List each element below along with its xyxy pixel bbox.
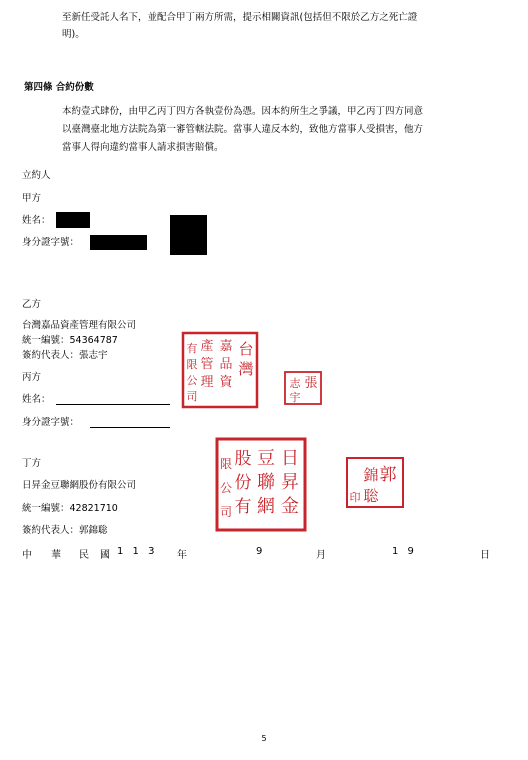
svg-text:金: 金 [281,496,299,517]
svg-text:股: 股 [234,449,252,469]
svg-text:資: 資 [219,375,233,390]
svg-text:產: 產 [200,339,214,354]
svg-text:張: 張 [304,376,318,391]
date-char: 國 [100,550,110,561]
party-d-title: 丁方 [22,458,42,469]
svg-text:份: 份 [234,473,252,493]
svg-text:司: 司 [219,505,233,519]
paragraph-line: 本約壹式肆份，由甲乙丙丁四方各執壹份為憑。因本約所生之爭議，甲乙丙丁四方同意 [62,106,424,117]
svg-text:宇: 宇 [289,391,301,404]
redacted-seal [170,215,207,255]
paragraph-line: 明)。 [62,29,85,40]
article-heading: 第四條 合約份數 [24,82,94,93]
date-year-unit: 年 [177,550,187,561]
svg-text:管: 管 [200,357,214,372]
svg-text:昇: 昇 [281,472,299,493]
date-year: 1 1 3 [117,546,158,557]
paragraph-line: 當事人得向違約當事人請求損害賠償。 [62,142,224,153]
party-c-name-label: 姓名： [22,394,51,405]
svg-text:豆: 豆 [257,448,275,469]
redacted-id [90,235,147,250]
party-d-rep: 簽約代表人：郭錦聡 [22,525,108,536]
party-d-tax-id: 統一編號：42821710 [22,503,118,514]
party-b-company: 台灣嘉品資產管理有限公司 [22,320,137,331]
svg-text:限: 限 [219,457,233,471]
svg-text:灣: 灣 [238,360,254,378]
rep-seal-b [283,370,323,406]
party-c-id-label: 身分證字號： [22,417,80,428]
svg-text:印: 印 [349,491,361,504]
svg-text:有: 有 [234,497,252,517]
rep-seal-d [345,456,405,509]
date-day-unit: 日 [480,550,490,561]
svg-text:公: 公 [219,481,233,495]
svg-text:聯: 聯 [257,472,275,493]
svg-text:公: 公 [186,374,198,387]
signatories-label: 立約人 [22,170,51,181]
svg-text:聡: 聡 [363,487,379,505]
svg-text:理: 理 [200,375,214,390]
svg-text:有: 有 [186,342,198,355]
redacted-name [56,212,90,228]
svg-text:司: 司 [186,390,198,403]
svg-text:日: 日 [281,448,299,469]
party-a-title: 甲方 [22,193,42,204]
date-day: 1 9 [392,546,417,557]
page-number: 5 [261,734,267,743]
date-month: 9 [256,546,263,557]
date-char: 華 [51,550,61,561]
svg-text:志: 志 [289,377,301,390]
svg-text:品: 品 [219,357,233,372]
paragraph-line: 至新任受託人名下，並配合甲丁兩方所需，提示相關資訊(包括但不限於乙方之死亡證 [62,12,418,23]
svg-text:嘉: 嘉 [219,339,233,354]
date-char: 中 [22,550,32,561]
party-c-id-line [90,427,170,428]
company-seal-b [180,330,260,410]
date-char: 民 [79,550,89,561]
svg-text:限: 限 [186,358,198,371]
party-b-title: 乙方 [22,299,42,310]
date-month-unit: 月 [316,550,326,561]
svg-text:錦: 錦 [363,466,379,484]
svg-text:郭: 郭 [379,465,397,485]
party-a-name-label: 姓名： [22,215,51,226]
party-c-name-line [56,404,170,405]
party-c-title: 丙方 [22,372,42,383]
company-seal-d [214,436,308,533]
party-d-company: 日昇金豆聯網股份有限公司 [22,480,137,491]
paragraph-line: 以臺灣臺北地方法院為第一審管轄法院。當事人違反本約，致他方當事人受損害，他方 [62,124,424,135]
svg-text:台: 台 [238,340,254,358]
party-a-id-label: 身分證字號： [22,237,80,248]
svg-text:網: 網 [257,496,275,517]
party-b-tax-id: 統一編號：54364787 [22,335,118,346]
party-b-rep: 簽約代表人：張志宇 [22,350,108,361]
